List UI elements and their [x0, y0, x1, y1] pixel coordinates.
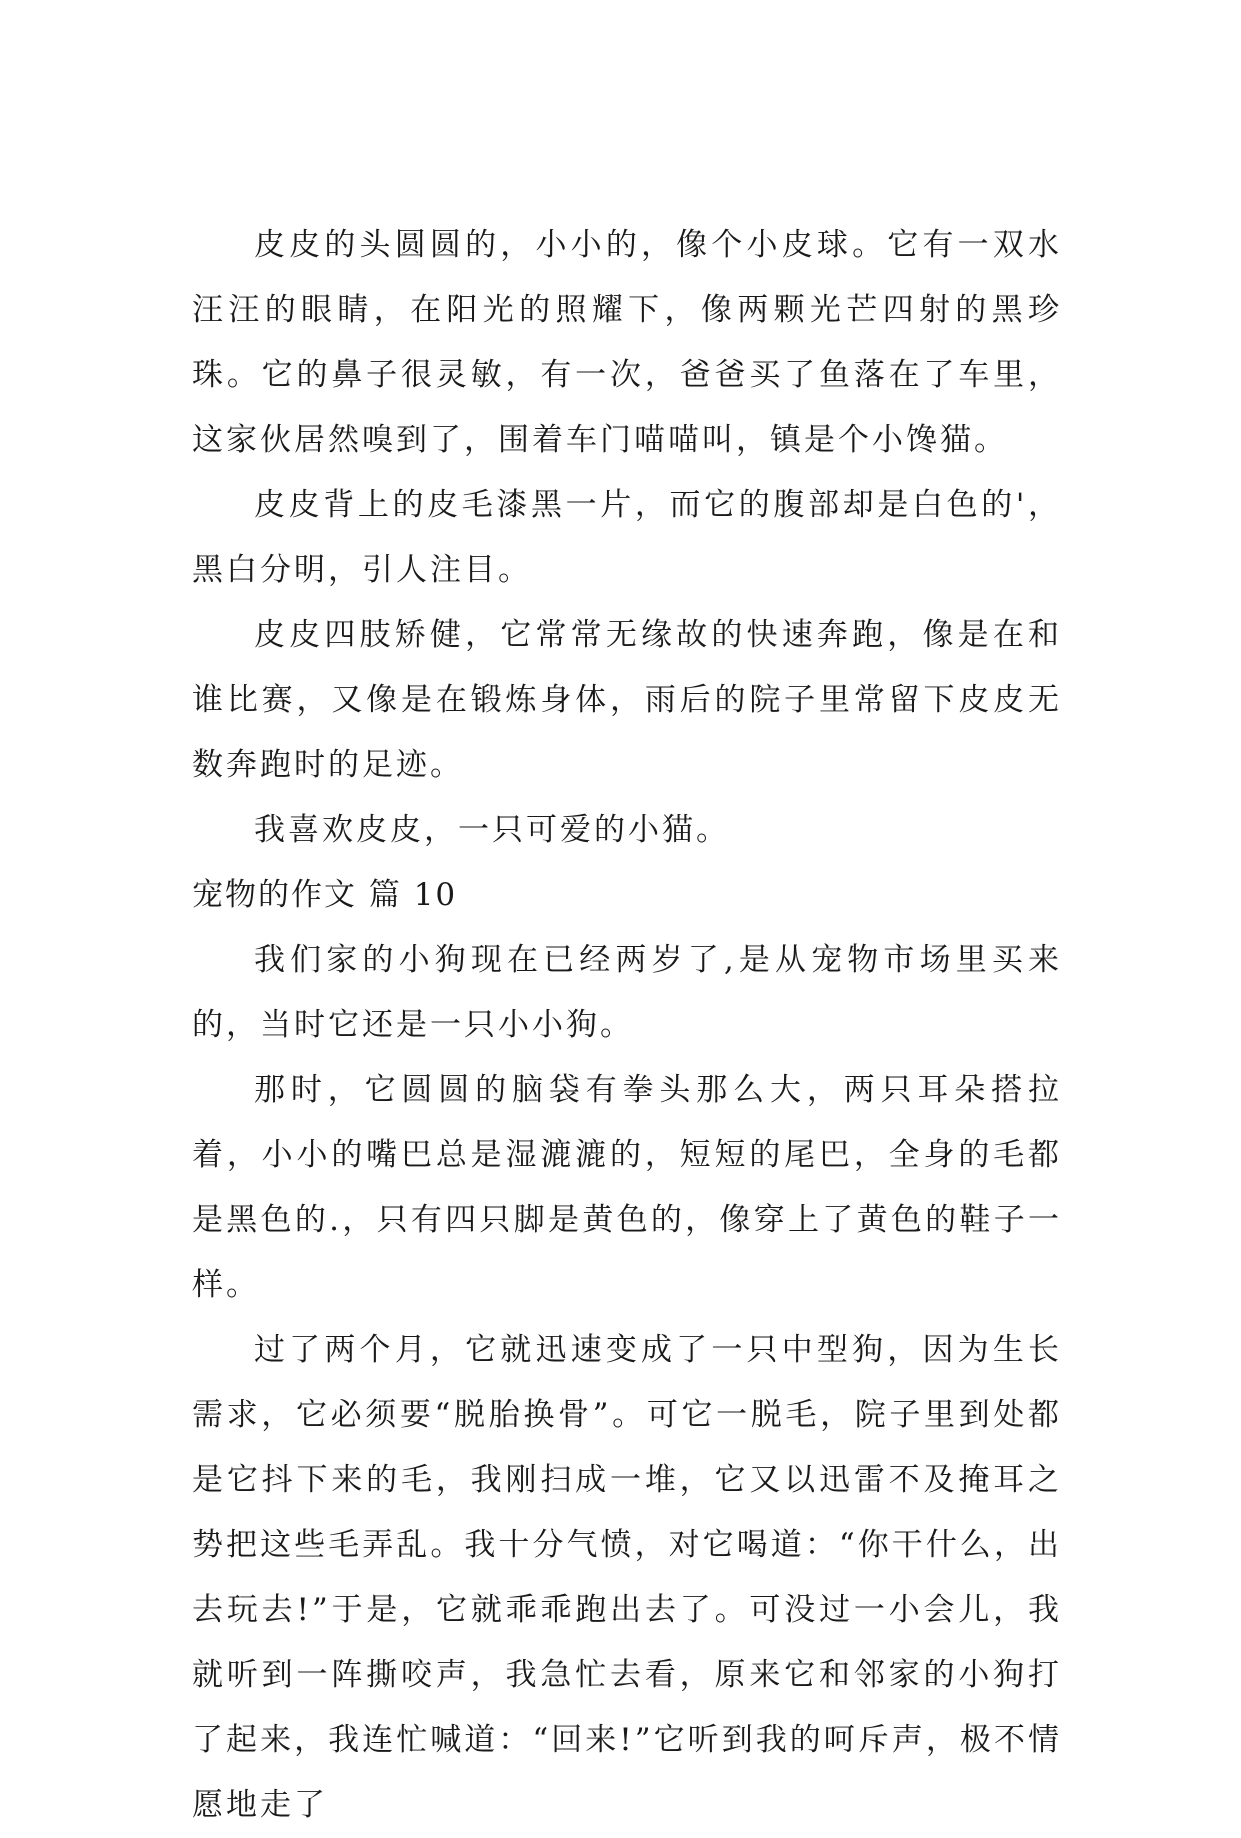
paragraph-cat-conclusion: 我喜欢皮皮，一只可爱的小猫。: [254, 812, 730, 848]
paragraph-dog-shedding: 过了两个月，它就迅速变成了一只中型狗，因为生长需求，它必须要“脱胎换骨”。可它一脱毛，院子里到处都是它抖下来的毛，我刚扫成一堆，它又以迅雷不及掩耳之势把这些毛弄乱。我十分气愤，对它喝道：“你干什么，出去玩去!”于是，它就乖乖跑出去了。可没过一小会儿，我就听到一阵撕咬声，我急忙去看，原来它和邻家的小狗打了起来，我连忙喊道：“回来!”它听到我的呵斥声，极不情愿地走了: [192, 1332, 1062, 1823]
document-body: [192, 213, 1062, 1838]
paragraph-cat-head: 皮皮的头圆圆的，小小的，像个小皮球。它有一双水汪汪的眼睛，在阳光的照耀下，像两颗光芒四射的黑珍珠。它的鼻子很灵敏，有一次，爸爸买了鱼落在了车里，这家伙居然嗅到了，围着车门喵喵叫，镇是个小馋猫。: [192, 227, 1062, 458]
paragraph-cat-limbs: 皮皮四肢矫健，它常常无缘故的快速奔跑，像是在和谁比赛，又像是在锻炼身体，雨后的院子里常留下皮皮无数奔跑时的足迹。: [192, 617, 1062, 783]
paragraph-dog-intro: 我们家的小狗现在已经两岁了,是从宠物市场里买来的，当时它还是一只小小狗。: [192, 942, 1062, 1043]
section-heading: 宠物的作文 篇 10: [192, 877, 458, 913]
paragraph-dog-appearance: 那时，它圆圆的脑袋有拳头那么大，两只耳朵搭拉着，小小的嘴巴总是湿漉漉的，短短的尾巴，全身的毛都是黑色的.，只有四只脚是黄色的，像穿上了黄色的鞋子一样。: [192, 1072, 1062, 1303]
paragraph-cat-fur: 皮皮背上的皮毛漆黑一片，而它的腹部却是白色的'，黑白分明，引人注目。: [192, 487, 1062, 588]
